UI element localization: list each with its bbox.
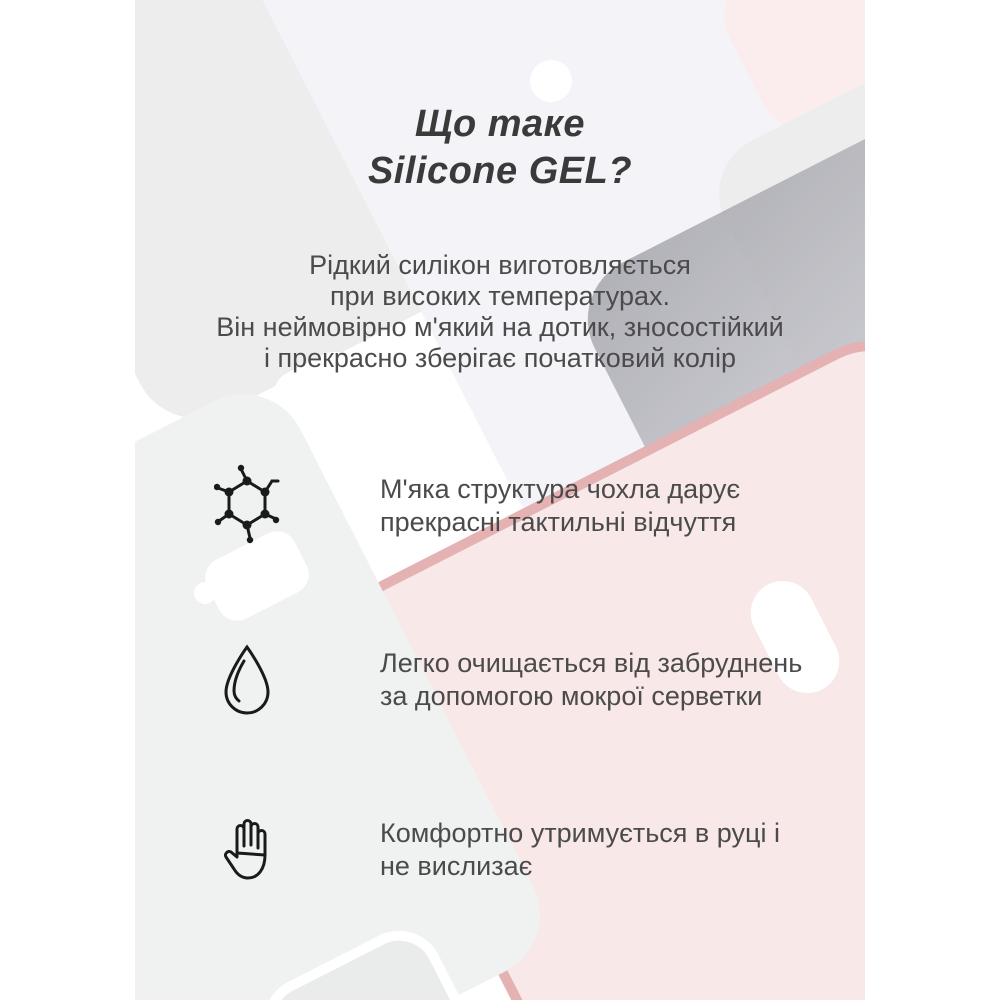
feature-line-1: Комфортно утримується в руці і (380, 818, 780, 848)
feature-comfort-grip (213, 806, 853, 894)
feature-text (380, 817, 780, 883)
hand-icon (213, 806, 281, 894)
feature-text (380, 473, 740, 539)
water-drop-icon (213, 636, 281, 724)
intro-line: Він неймовірно м'який на дотик, зносостійкий (216, 312, 784, 342)
molecule-icon (213, 462, 281, 550)
feature-soft-structure (213, 462, 853, 550)
content (135, 0, 865, 1000)
feature-line-2: за допомогою мокрої серветки (380, 681, 763, 711)
intro-paragraph (135, 250, 865, 374)
intro-line: Рідкий силікон виготовляється (309, 250, 691, 280)
title-line-2: Silicone GEL? (367, 150, 633, 193)
intro-line: при високих температурах. (330, 281, 670, 311)
feature-line-2: не вислизає (380, 851, 533, 881)
page-title (135, 101, 865, 195)
feature-text (380, 647, 802, 713)
intro-line: і прекрасно зберігає початковий колір (263, 343, 737, 373)
feature-line-1: Легко очищається від забруднень (380, 648, 803, 678)
title-line-1: Що таке (414, 103, 586, 146)
feature-easy-clean (213, 636, 853, 724)
feature-line-1: М'яка структура чохла дарує (380, 474, 741, 504)
feature-line-2: прекрасні тактильні відчуття (380, 507, 737, 537)
